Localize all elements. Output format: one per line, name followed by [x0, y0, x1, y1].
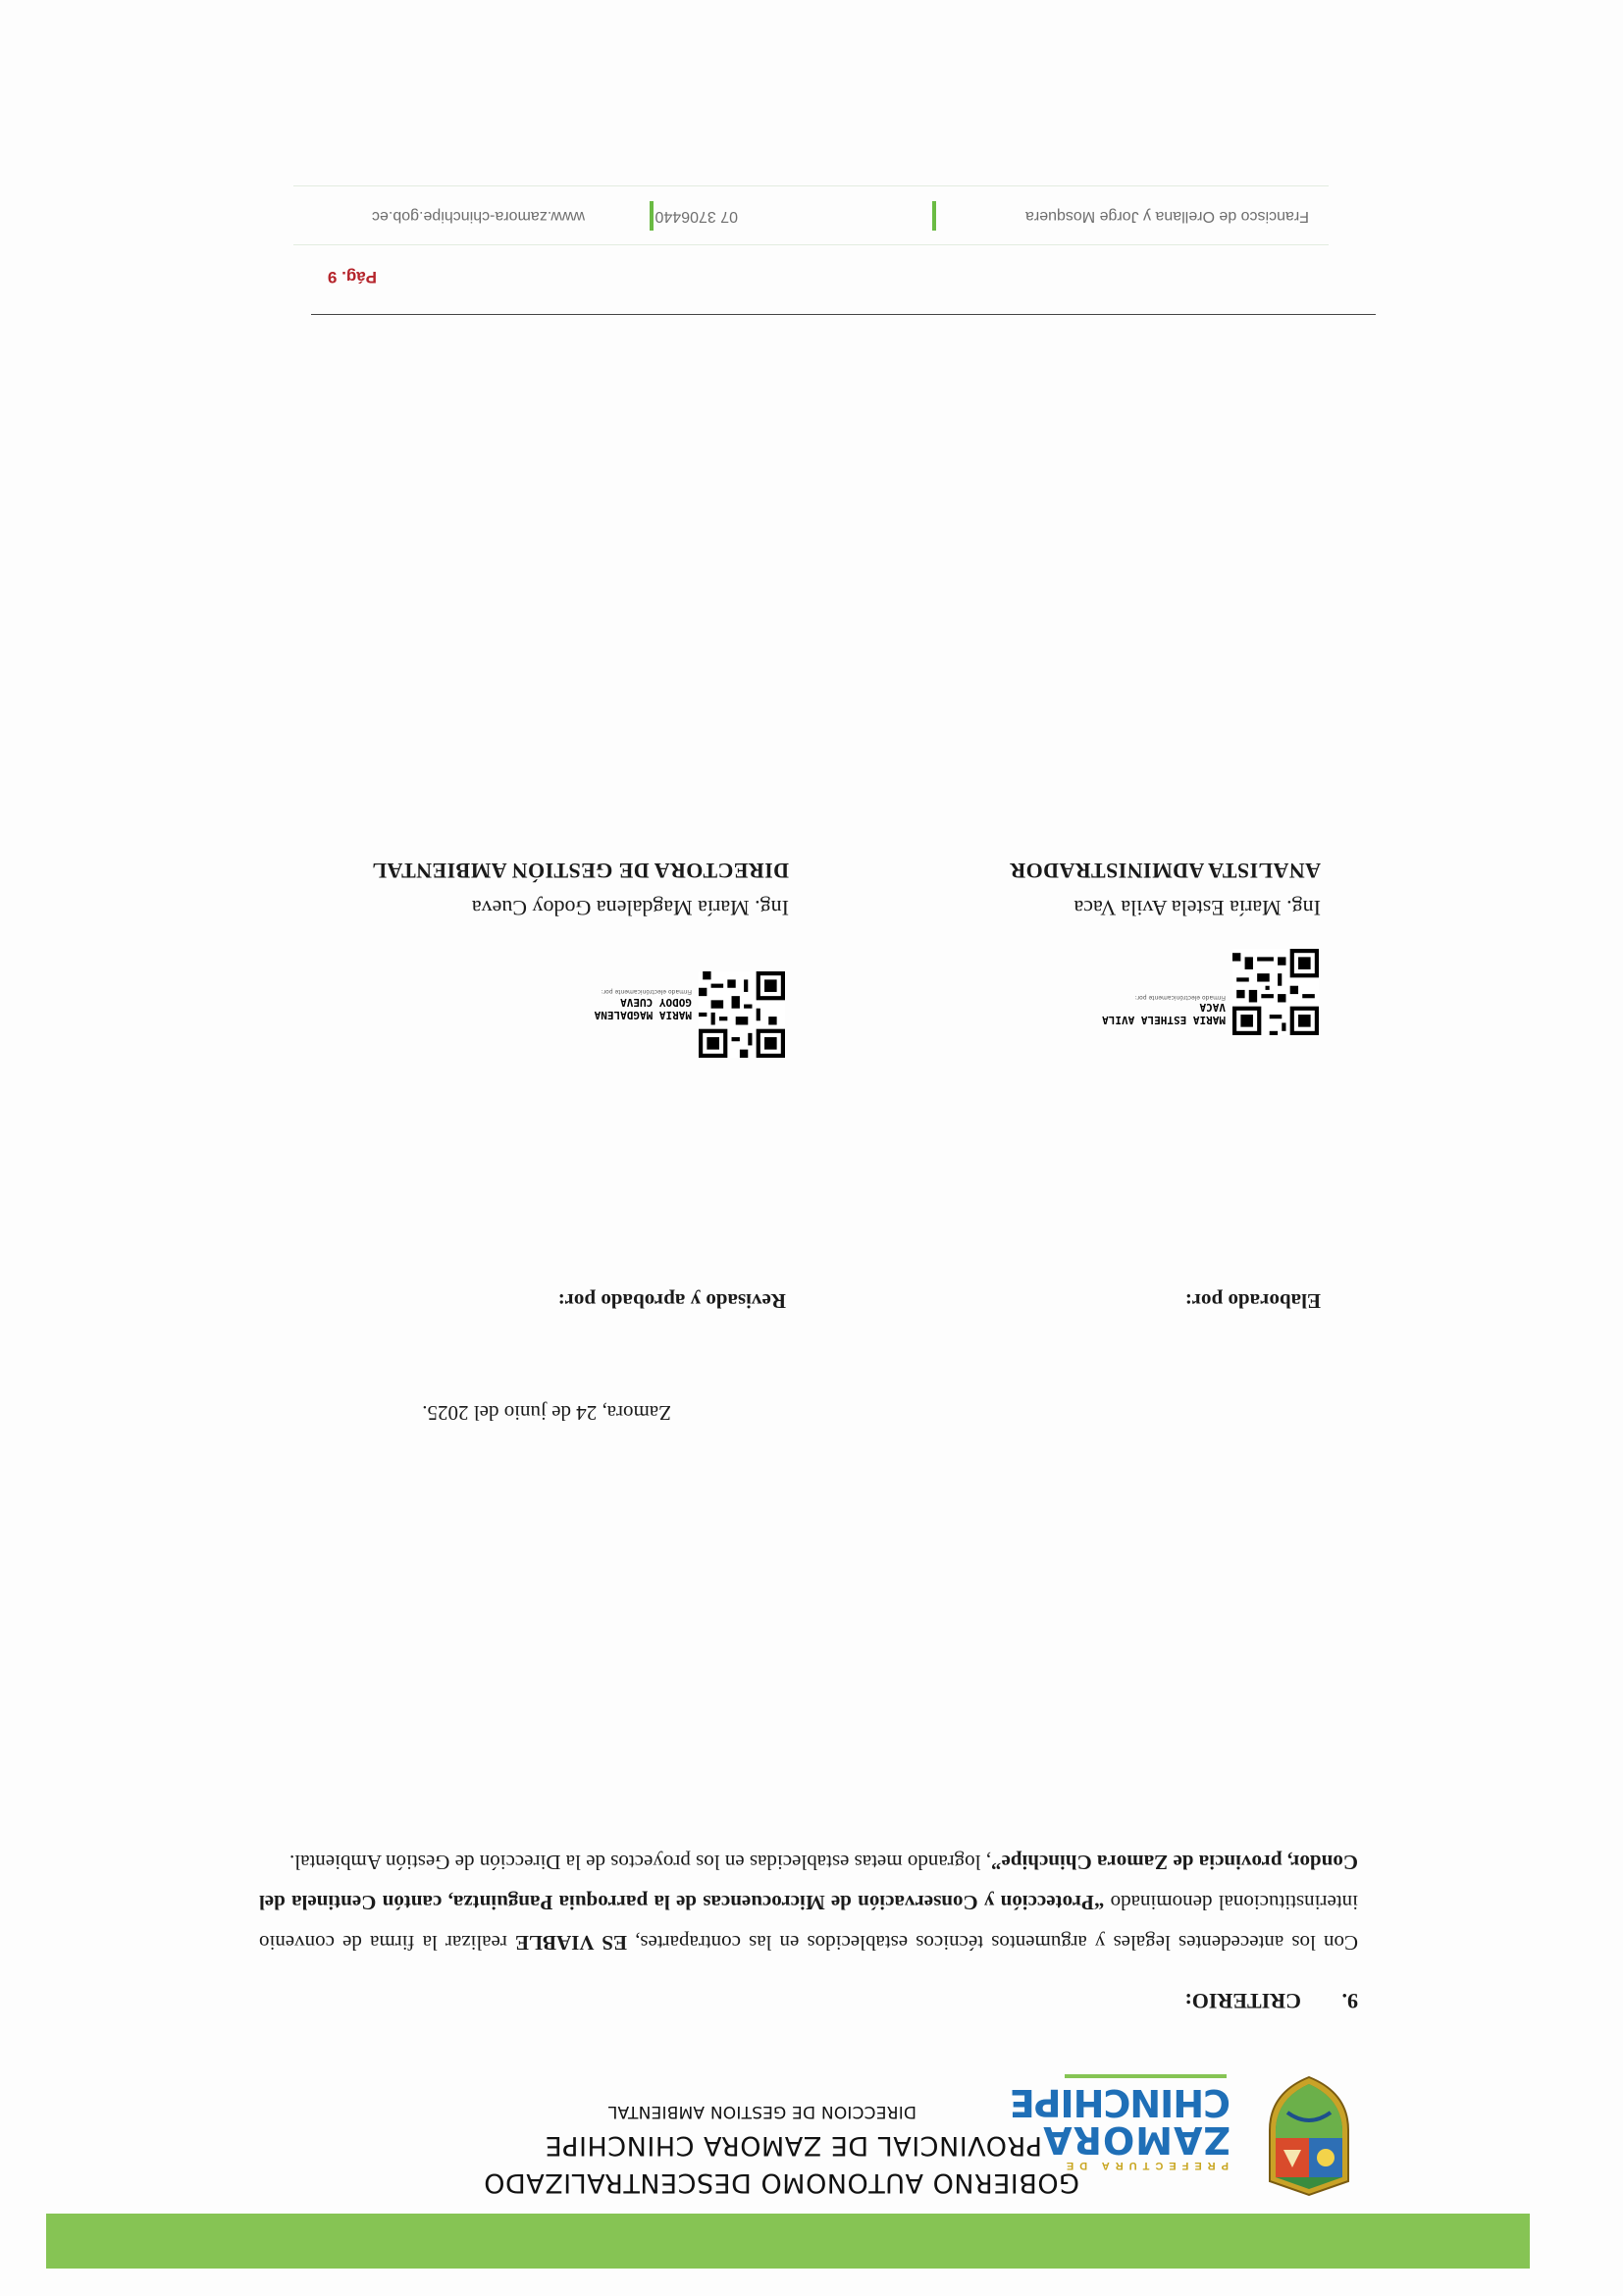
footer-separator-bar — [932, 201, 936, 231]
header-green-band — [46, 2214, 1530, 2269]
brand-name-line1: ZAMORA — [1042, 2118, 1230, 2162]
signer-name: Ing. María Magdalena Godoy Cueva — [471, 896, 789, 920]
qr-signer-name-line1: MARIA MAGDALENA — [594, 1009, 692, 1021]
institution-title-line2: PROVINCIAL DE ZAMORA CHINCHIPE — [545, 2130, 1042, 2161]
qr-caption: Firmado electrónicamente por: — [601, 988, 692, 995]
brand-prefix: PREFECTURA DE — [1060, 2160, 1229, 2171]
revisado-label: Revisado y aprobado por: — [557, 1289, 786, 1313]
qr-code-icon — [1232, 949, 1319, 1035]
qr-code-icon — [699, 971, 785, 1058]
footer-divider — [293, 185, 1329, 186]
institution-title-line1: GOBIERNO AUTONOMO DESCENTRALIZADO — [483, 2167, 1079, 2198]
signer-role: ANALISTA ADMINISTRADOR — [1009, 859, 1321, 883]
criterion-paragraph: Con los antecedentes legales y argumentos técnicos establecidos en las contrapartes, ES VIABLE realizar la firma de convenio interinstitucional denominado “Protección y Conservación de Microcuencas de la parroquia Panguintza, cantón Centinela del Condor, provincia de Zamora Chinchipe”, logrando metas establecidas en los proyectos de la Dirección de Gestión Ambiental. — [258, 1851, 1358, 1955]
department-name: DIRECCION DE GESTION AMBIENTAL — [607, 2102, 916, 2121]
footer-separator-bar — [650, 201, 654, 231]
signer-role: DIRECTORA DE GESTIÓN AMBIENTAL — [371, 859, 789, 883]
footer-website: www.zamora-chinchipe.gob.ec — [372, 208, 585, 225]
brand-underline — [1065, 2074, 1227, 2078]
footer-divider — [293, 244, 1329, 245]
section-title: CRITERIO: — [1184, 1989, 1301, 2013]
page-number: Pág. 9 — [327, 268, 377, 287]
signer-name: Ing. María Estela Avila Vaca — [1073, 896, 1321, 920]
footer-phone: 07 3706440 — [654, 208, 738, 225]
footer-rule — [311, 314, 1376, 315]
qr-signer-name-line2: GODOY CUEVA — [620, 996, 692, 1009]
qr-signer-name-line1: MARIA ESTHELA AVILA — [1102, 1014, 1226, 1026]
provincial-crest-icon — [1260, 2073, 1358, 2199]
elaborado-label: Elaborado por: — [1184, 1289, 1321, 1313]
footer-address: Francisco de Orellana y Jorge Mosquera — [1024, 208, 1309, 225]
qr-signer-name-line2: VACA — [1199, 1001, 1226, 1014]
section-number: 9. — [1341, 1989, 1358, 2013]
brand-name-line2: CHINCHIPE — [1010, 2081, 1230, 2124]
date-line: Zamora, 24 de junio del 2025. — [422, 1401, 671, 1425]
qr-caption: Firmado electrónicamente por: — [1134, 994, 1226, 1001]
